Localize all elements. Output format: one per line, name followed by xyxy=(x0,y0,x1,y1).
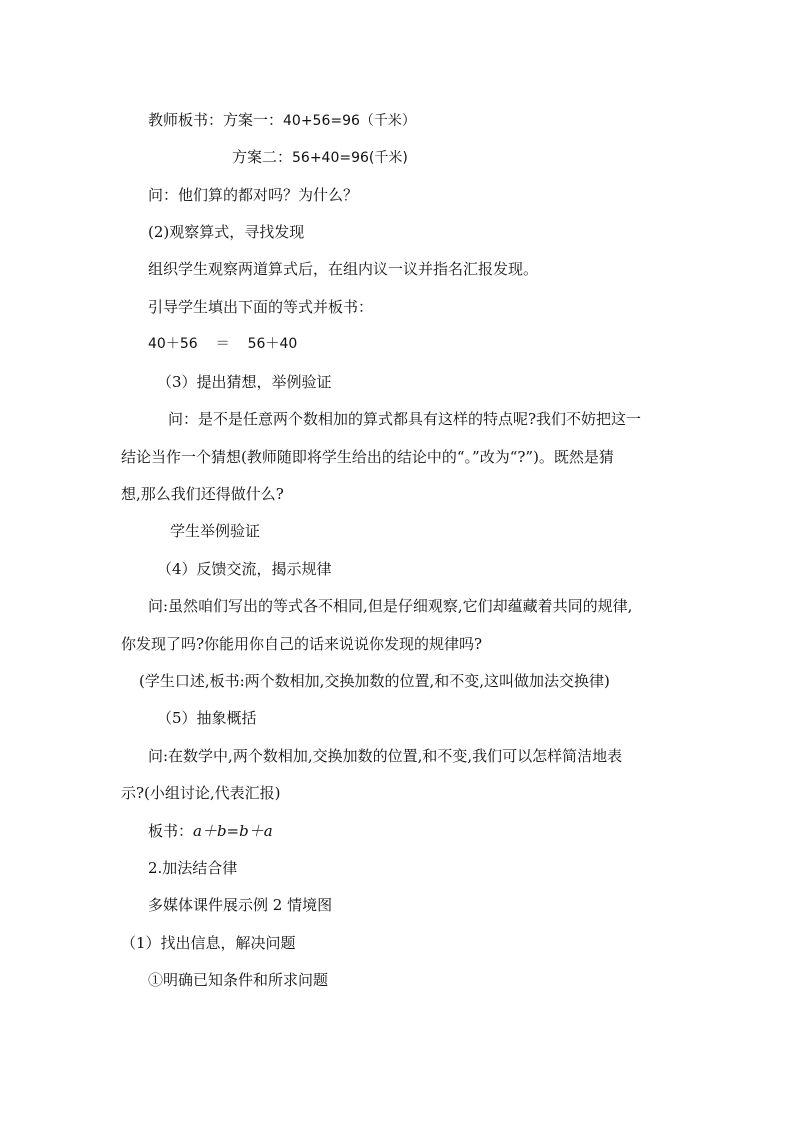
equation-left: 40＋56 xyxy=(148,336,198,352)
board-writing-label: 板书： xyxy=(148,822,194,840)
board-writing-plan-two xyxy=(232,147,408,168)
equation-equals: ＝ xyxy=(215,336,230,352)
plan-one-formula: 40+56=96（千米） xyxy=(283,113,416,129)
step-4-heading: （4）反馈交流，揭示规律 xyxy=(157,560,332,578)
paragraph-line: 问:虽然咱们写出的等式各不相同,但是仔细观察,它们却蕴藏着共同的规律, xyxy=(148,597,633,615)
step-1-heading: （1）找出信息，解决问题 xyxy=(121,934,296,952)
paragraph-line: 结论当作一个猜想(教师随即将学生给出的结论中的“。”改为“?”)。既然是猜 xyxy=(121,448,614,466)
paragraph-line: 引导学生填出下面的等式并板书： xyxy=(148,298,374,316)
commutative-law-formula: a＋b=b＋a xyxy=(193,822,273,840)
equation-right: 56＋40 xyxy=(247,336,298,352)
paragraph-line: ①明确已知条件和所求问题 xyxy=(148,971,329,989)
question-line: 问：他们算的都对吗？为什么？ xyxy=(148,186,359,204)
step-5-heading: （5）抽象概括 xyxy=(157,709,257,727)
paragraph-line: 你发现了吗?你能用你自己的话来说说你发现的规律吗? xyxy=(121,635,483,653)
paragraph-line: 问:在数学中,两个数相加,交换加数的位置,和不变,我们可以怎样简洁地表 xyxy=(148,747,623,765)
step-2-heading: (2)观察算式，寻找发现 xyxy=(148,223,305,241)
equation-line xyxy=(148,334,297,354)
paragraph-line: 组织学生观察两道算式后，在组内议一议并指名汇报发现。 xyxy=(148,260,539,278)
paragraph-line: 想,那么我们还得做什么? xyxy=(121,485,284,503)
paragraph-line: 学生举例验证 xyxy=(170,522,261,540)
paragraph-line: 问：是不是任意两个数相加的算式都具有这样的特点呢?我们不妨把这一 xyxy=(168,410,642,428)
step-3-heading: （3）提出猜想，举例验证 xyxy=(157,373,332,391)
board-writing-formula-line xyxy=(148,821,273,841)
plan-two-formula: 56+40=96(千米) xyxy=(292,150,408,166)
plan-two-label: 方案二： xyxy=(232,148,293,166)
board-writing-plan-one xyxy=(148,110,416,131)
paragraph-line: 多媒体课件展示例 2 情境图 xyxy=(148,896,333,914)
paragraph-line: 示?(小组讨论,代表汇报) xyxy=(121,784,281,802)
paragraph-line: (学生口述,板书:两个数相加,交换加数的位置,和不变,这叫做加法交换律) xyxy=(139,672,610,690)
section-heading: 2.加法结合律 xyxy=(148,859,238,877)
board-writing-label: 教师板书：方案一： xyxy=(148,111,284,129)
